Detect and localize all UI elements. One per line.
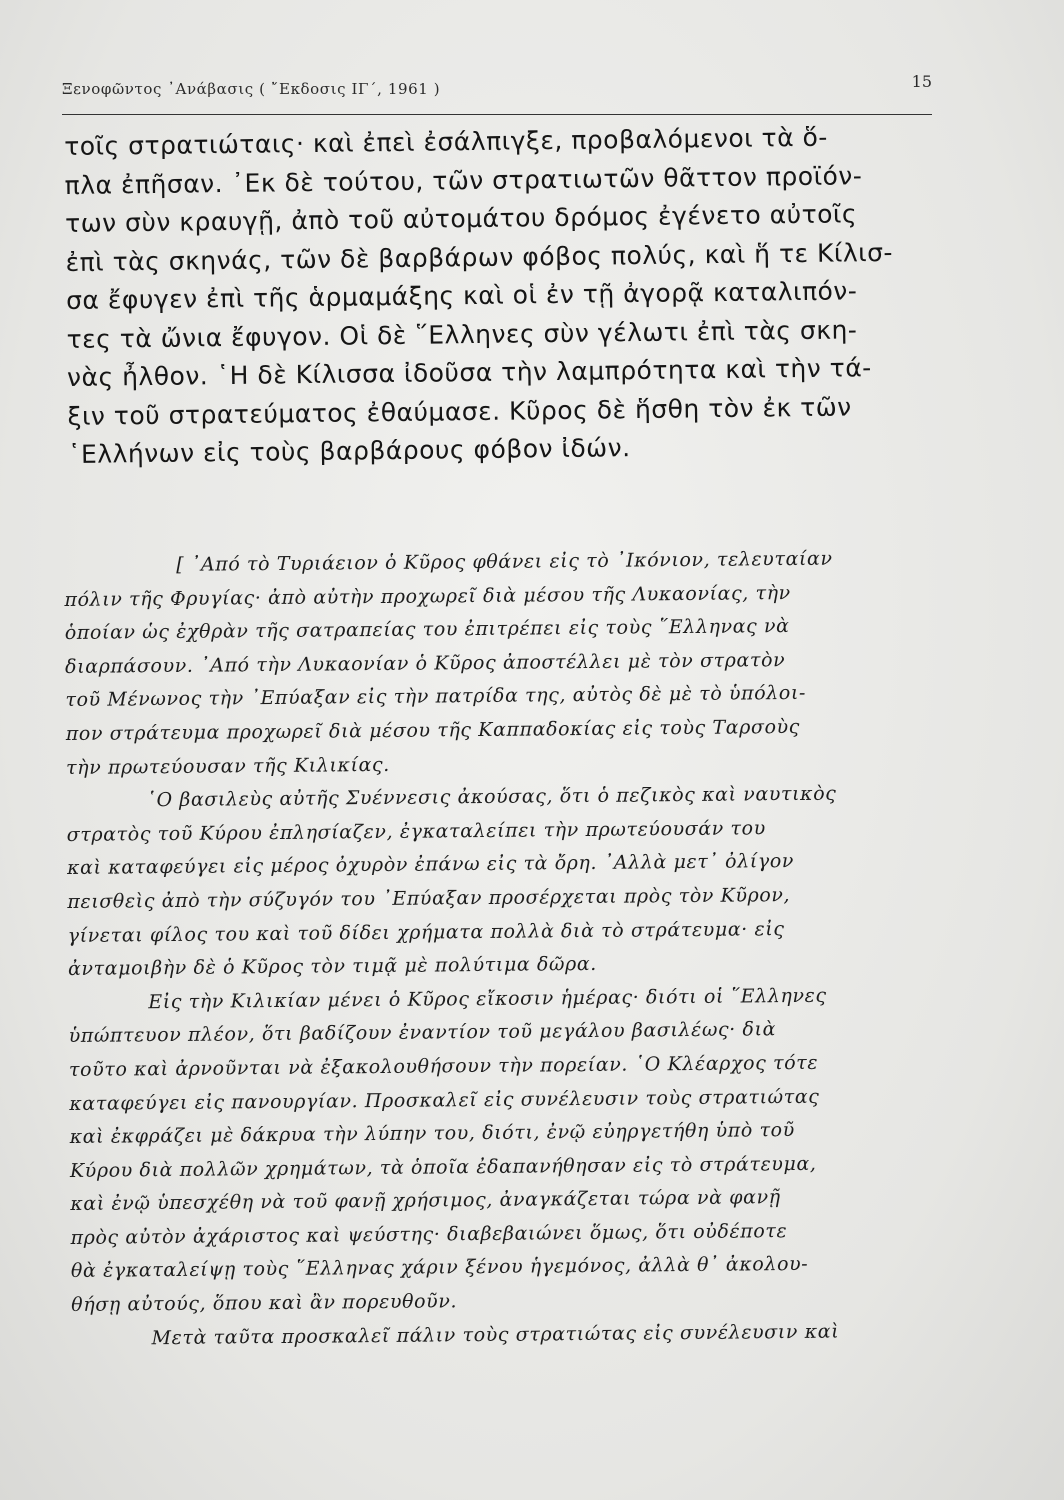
ancient-line: ἐπὶ τὰς σκηνάς, τῶν δὲ βαρβάρων φόβος πολύς, καὶ ἥ τε Κίλισ- — [65, 237, 894, 277]
summary-line: Μετὰ ταῦτα προσκαλεῖ πάλιν τοὺς στρατιώτας εἰς συνέλευσιν καὶ — [151, 1320, 840, 1349]
header-rule — [62, 114, 932, 115]
ancient-line: σα ἔφυγεν ἐπὶ τῆς ἁρμαμάξης καὶ οἱ ἐν τῇ ἀγορᾷ καταλιπόν- — [65, 276, 858, 315]
ancient-line: πλα ἐπῆσαν. ᾿Εκ δὲ τούτου, τῶν στρατιωτῶν θᾶττον προϊόν- — [64, 160, 863, 200]
summary-line: θὰ ἐγκαταλείψῃ τοὺς ῞Ελληνας χάριν ξένου ἡγεμόνος, ἀλλὰ θ᾿ ἀκολου- — [70, 1253, 809, 1283]
ancient-line: των σὺν κραυγῇ, ἀπὸ τοῦ αὐτομάτου δρόμος ἐγένετο αὐτοῖς — [64, 199, 858, 238]
summary-line: Κύρου διὰ πολλῶν χρημάτων, τὰ ὁποῖα ἐδαπανήθησαν εἰς τὸ στράτευμα, — [69, 1152, 817, 1182]
summary-line: στρατὸς τοῦ Κύρου ἐπλησίαζεν, ἐγκαταλείπει τὴν πρωτεύουσάν του — [66, 817, 766, 846]
ancient-line: νὰς ἦλθον. ῾Η δὲ Κίλισσα ἰδοῦσα τὴν λαμπρότητα καὶ τὴν τά- — [66, 353, 872, 392]
summary-line: γίνεται φίλος του καὶ τοῦ δίδει χρήματα πολλὰ διὰ τὸ στράτευμα· εἰς — [67, 917, 785, 947]
ancient-line: ξιν τοῦ στρατεύματος ἐθαύμασε. Κῦρος δὲ ἥσθη τὸν ἐκ τῶν — [67, 391, 852, 431]
page-number: 15 — [911, 72, 932, 91]
summary-line: τὴν πρωτεύουσαν τῆς Κιλικίας. — [65, 753, 390, 779]
summary-line: Εἰς τὴν Κιλικίαν μένει ὁ Κῦρος εἴκοσιν ἡμέρας· διότι οἱ ῞Ελληνες — [148, 984, 827, 1013]
summary-line: πρὸς αὐτὸν ἀχάριστος καὶ ψεύστης· διαβεβαιώνει ὅμως, ὅτι οὐδέποτε — [70, 1219, 788, 1249]
summary-line: καὶ ἐνῷ ὑπεσχέθη νὰ τοῦ φανῇ χρήσιμος, ἀναγκάζεται τώρα νὰ φανῇ — [70, 1186, 781, 1216]
ancient-line: ῾Ελλήνων εἰς τοὺς βαρβάρους φόβον ἰδών. — [67, 433, 631, 469]
summary-line: ὑπώπτευον πλέον, ὅτι βαδίζουν ἐναντίον τοῦ μεγάλου βασιλέως· διὰ — [68, 1018, 777, 1048]
page-header — [62, 72, 932, 116]
summary-line: πόλιν τῆς Φρυγίας· ἀπὸ αὐτὴν προχωρεῖ διὰ μέσου τῆς Λυκαονίας, τὴν — [64, 581, 791, 611]
ancient-line: τοῖς στρατιώταις· καὶ ἐπεὶ ἐσάλπιγξε, προβαλόμενοι τὰ ὅ- — [64, 122, 829, 161]
summary-line: διαρπάσουν. ᾿Από τὴν Λυκαονίαν ὁ Κῦρος ἀποστέλλει μὲ τὸν στρατὸν — [65, 648, 786, 678]
summary-line: καταφεύγει εἰς πανουργίαν. Προσκαλεῖ εἰς συνέλευσιν τοὺς στρατιώτας — [69, 1085, 820, 1115]
summary-line: τοῦτο καὶ ἀρνοῦνται νὰ ἐξακολουθήσουν τὴν πορείαν. ῾Ο Κλέαρχος τότε — [68, 1051, 819, 1081]
ancient-greek-passage — [64, 117, 938, 474]
summary-line: θήσῃ αὐτούς, ὅπου καὶ ἂν πορευθοῦν. — [71, 1290, 458, 1317]
summary-line: τοῦ Μένωνος τὴν ᾿Επύαξαν εἰς τὴν πατρίδα της, αὐτὸς δὲ μὲ τὸ ὑπόλοι- — [65, 682, 807, 712]
summary-line: ὁποίαν ὡς ἐχθρὰν τῆς σατραπείας του ἐπιτρέπει εἰς τοὺς ῞Ελληνας νὰ — [64, 615, 790, 645]
summary-line: πον στράτευμα προχωρεῖ διὰ μέσου τῆς Καππαδοκίας εἰς τοὺς Ταρσοὺς — [65, 715, 801, 745]
summary-line: ἀνταμοιβὴν δὲ ὁ Κῦρος τὸν τιμᾷ μὲ πολύτιμα δῶρα. — [67, 953, 597, 981]
ancient-line: τες τὰ ὤνια ἔφυγον. Οἱ δὲ ῞Ελληνες σὺν γέλωτι ἐπὶ τὰς σκη- — [66, 314, 858, 354]
running-title: Ξενοφῶντος ᾿Ανάβασις ( ῎Εκδοσις ΙΓ΄, 1961 ) — [62, 80, 441, 98]
summary-line: ῾Ο βασιλεὺς αὐτῆς Συέννεσις ἀκούσας, ὅτι ὁ πεζικὸς καὶ ναυτικὸς — [146, 782, 837, 812]
summary-line: καὶ ἐκφράζει μὲ δάκρυα τὴν λύπην του, διότι, ἐνῷ εὐηργετήθη ὑπὸ τοῦ — [69, 1119, 795, 1149]
summary-line: [ ᾿Από τὸ Τυριάειον ὁ Κῦρος φθάνει εἰς τὸ ᾿Ικόνιον, τελευταίαν — [176, 547, 833, 576]
summary-line: πεισθεὶς ἀπὸ τὴν σύζυγόν του ᾿Επύαξαν προσέρχεται πρὸς τὸν Κῦρον, — [67, 883, 791, 913]
summary-line: καὶ καταφεύγει εἰς μέρος ὀχυρὸν ἐπάνω εἰς τὰ ὄρη. ᾿Αλλὰ μετ᾿ ὀλίγον — [66, 850, 795, 880]
modern-greek-summary — [64, 542, 952, 1357]
